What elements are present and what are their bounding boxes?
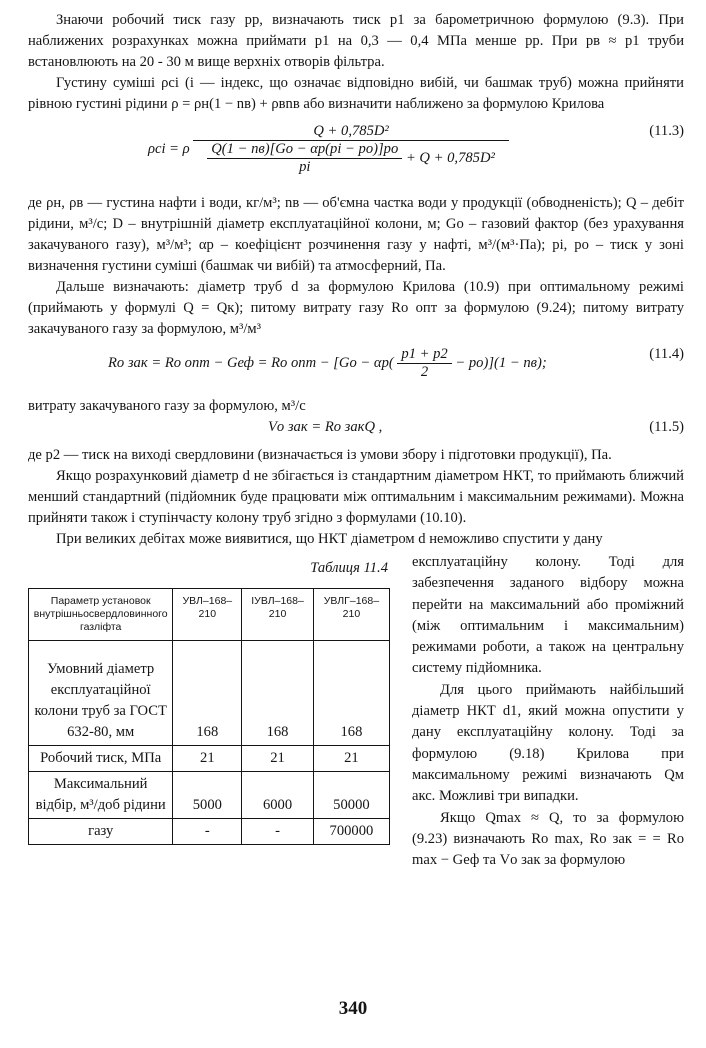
- table-header-row: [29, 589, 390, 641]
- paragraph: Якщо Qmax ≈ Q, то за формулою (9.23) визначають Rо max, Rо зак = = Rо max − Gеф та Vо зак за формулою: [412, 809, 684, 869]
- table-header: ІУВЛ–168–210: [242, 589, 314, 641]
- equation-numerator: Q + 0,785D²: [193, 123, 508, 141]
- table-header: Параметр установок внутрішньосвердловинного газліфта: [29, 589, 173, 641]
- equation-denominator: 2: [420, 364, 429, 380]
- table-cell: газу: [29, 819, 173, 845]
- inner-denominator: pі: [299, 159, 311, 175]
- equation-11-5: [28, 419, 684, 445]
- right-column-text: [412, 552, 684, 871]
- table-cell: 50000: [313, 772, 389, 819]
- equation-lhs: ρсі = ρ: [148, 140, 190, 157]
- table-cell: 21: [313, 746, 389, 772]
- equation-part: Rо зак = Rо опт − Gеф = Rо опт − [Gо − αр(: [108, 354, 394, 371]
- paragraph: де ρн, ρв — густина нафти і води, кг/м³; nв — об'ємна частка води у продукції (обводненість); Q – дебіт рідини, м³/с; D – внутрішній діаметр експлуатаційної колони, м; Gо – газовий фактор (без урахування закачуваного газу), м³/м³; αр – коефіцієнт розчинення газу у нафті, м³/(м³·Па); pі, pо – тиск у зоні визначення густини суміші (башмак чи вибій) та атмосферний, Па.: [28, 195, 684, 274]
- equation-fraction: [397, 346, 451, 381]
- table-cell: 168: [173, 641, 242, 746]
- table-cell: Максимальний відбір, м³/доб рідини: [29, 772, 173, 819]
- table-cell: Робочий тиск, МПа: [29, 746, 173, 772]
- paragraph: де p2 — тиск на виході свердловини (визначається із умови збору і підготовки продукції), Па.: [28, 447, 612, 463]
- table-cell: 21: [242, 746, 314, 772]
- table-caption: Таблиця 11.4: [310, 560, 388, 576]
- table-cell: 168: [313, 641, 389, 746]
- table-cell: 5000: [173, 772, 242, 819]
- table-cell: 168: [242, 641, 314, 746]
- equation-11-3: [28, 123, 684, 193]
- paragraph: Знаючи робочий тиск газу pр, визначають тиск p1 за барометричною формулою (9.3). При наближених розрахунках можна приймати p1 на 0,3 — 0,4 МПа менше pр. При pв ≈ p1 труби встановлюють на 20 - 30 м вище верхніх отворів фільтра.: [28, 12, 684, 70]
- table-cell: 6000: [242, 772, 314, 819]
- equation-denominator: [203, 141, 499, 176]
- paragraph: Якщо розрахунковий діаметр d не збігається із стандартним діаметром НКТ, то приймають ближчий менший стандартний (підйомник буде працювати між оптимальним і максимальним режимами). Можна прийняти також і ступінчасту колону труб згідно з формулами (10.10).: [28, 468, 684, 526]
- table-row: [29, 641, 390, 746]
- equation-11-4: [28, 346, 684, 396]
- equation-number: (11.4): [649, 346, 684, 362]
- inner-numerator: Q(1 − nв)[Gо − αр(pі − pо)]pо: [207, 141, 402, 159]
- equation-fraction: [193, 123, 508, 176]
- equation-number: (11.5): [649, 419, 684, 435]
- page-number: 340: [338, 998, 368, 1019]
- document-page: [28, 10, 684, 882]
- table-header: УВЛГ–168–210: [313, 589, 389, 641]
- table-header: УВЛ–168–210: [173, 589, 242, 641]
- table-and-text: [28, 552, 684, 882]
- paragraph: При великих дебітах може виявитися, що НКТ діаметром d неможливо спустити у дану: [56, 531, 603, 547]
- table-cell: 700000: [313, 819, 389, 845]
- spec-table: [28, 588, 390, 845]
- table-cell: -: [173, 819, 242, 845]
- paragraph: експлуатаційну колону. Тоді для забезпечення заданого відбору можна перейти на максимальний або проміжний (між оптимальним і максимальним) режимами роботи, а також на центральну систему підйомника.: [412, 554, 684, 677]
- table-row: [29, 819, 390, 845]
- table-cell: 21: [173, 746, 242, 772]
- table-cell: Умовний діаметр експлуатаційної колони труб за ГОСТ 632-80, мм: [29, 641, 173, 746]
- equation-text: Vо зак = Rо закQ ,: [268, 419, 383, 435]
- equation-tail: + Q + 0,785D²: [405, 149, 495, 166]
- table-row: [29, 772, 390, 819]
- equation-part: − pо)](1 − nв);: [455, 354, 547, 371]
- table-cell: -: [242, 819, 314, 845]
- equation-numerator: p1 + p2: [397, 346, 451, 364]
- equation-number: (11.3): [649, 123, 684, 139]
- paragraph: Для цього приймають найбільший діаметр НКТ d1, який можна опустити у дану експлуатаційну колону. Тоді за формулою (9.18) Крилова при максимальному режимі визначають Qм акс. Можливі три випадки.: [412, 681, 684, 805]
- paragraph: витрату закачуваного газу за формулою, м³/с: [28, 398, 306, 414]
- paragraph: Густину суміші ρсі (і — індекс, що означає відповідно вибій, чи башмак труб) можна прийняти рівною густині рідини ρ = ρн(1 − nв) + ρвnв або визначити наближено за формулою Крилова: [28, 75, 684, 112]
- inner-fraction: [207, 141, 402, 176]
- paragraph: Дальше визначають: діаметр труб d за формулою Крилова (10.9) при оптимальному режимі (приймають у формулі Q = Qк); питому витрату газу Rо опт за формулою (9.24); питому витрату закачуваного газу за формулою, м³/м³: [28, 279, 684, 337]
- table-row: [29, 746, 390, 772]
